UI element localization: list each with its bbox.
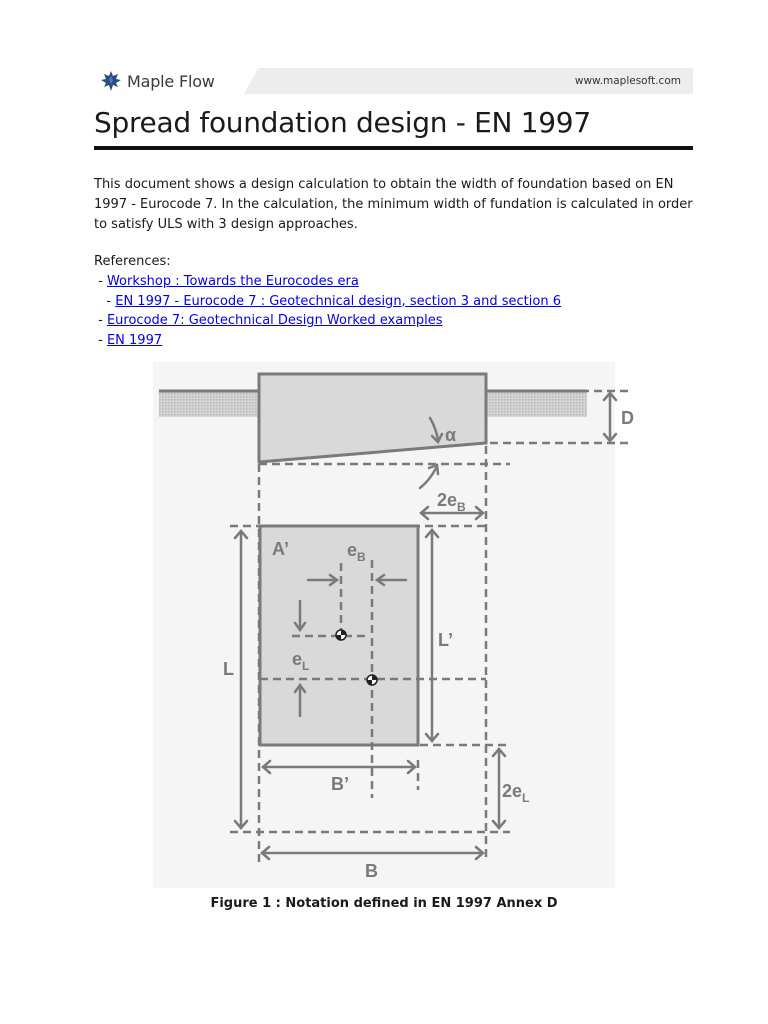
reference-item: - Eurocode 7: Geotechnical Design Worked examples	[94, 313, 443, 329]
footing-elevation	[259, 374, 486, 462]
label-L-prime: L’	[438, 630, 454, 650]
reference-item: - EN 1997	[94, 333, 163, 349]
label-alpha: α	[445, 425, 457, 445]
label-B-prime: B’	[331, 774, 349, 794]
label-B: B	[365, 861, 378, 881]
reference-link-worked-examples[interactable]: Eurocode 7: Geotechnical Design Worked examples	[106, 313, 443, 329]
soil-left	[159, 391, 259, 417]
figure-caption: Figure 1 : Notation defined in EN 1997 Annex D	[210, 896, 558, 911]
reference-link-workshop[interactable]: Workshop : Towards the Eurocodes era	[106, 273, 359, 289]
label-A-prime: A’	[272, 539, 290, 559]
website-url: www.maplesoft.com	[574, 75, 681, 87]
reference-item: - EN 1997 - Eurocode 7 : Geotechnical design, section 3 and section 6	[94, 293, 561, 309]
reference-link-en1997[interactable]: EN 1997	[106, 333, 163, 349]
label-eL: $e_L$	[292, 649, 310, 673]
foundation-notation-figure	[153, 362, 634, 888]
references-section	[94, 252, 694, 351]
references-heading: References:	[94, 254, 171, 269]
maple-leaf-icon	[100, 70, 122, 92]
foundation-diagram	[153, 362, 634, 888]
title-rule	[94, 146, 693, 150]
maple-flow-logo	[100, 70, 215, 92]
reference-item: - Workshop : Towards the Eurocodes era	[94, 273, 359, 289]
intro-paragraph: This document shows a design calculation to obtain the width of foundation based on EN 1997 - Eurocode 7. In the calculation, the minimum width of fundation is calculated in order to satisfy ULS with 3 design approaches.	[94, 177, 693, 232]
label-eB: $e_B$	[347, 540, 366, 564]
reference-link-en1997-sections[interactable]: EN 1997 - Eurocode 7 : Geotechnical design, section 3 and section 6	[115, 293, 561, 309]
label-2eB: $2e_B$	[437, 490, 466, 514]
page-title: Spread foundation design - EN 1997	[94, 106, 591, 139]
label-D: D	[621, 408, 634, 428]
label-2eL: $2e_L$	[502, 781, 530, 805]
logo-text: Maple Flow	[127, 71, 215, 91]
soil-right	[487, 391, 587, 417]
label-L: L	[223, 659, 234, 679]
